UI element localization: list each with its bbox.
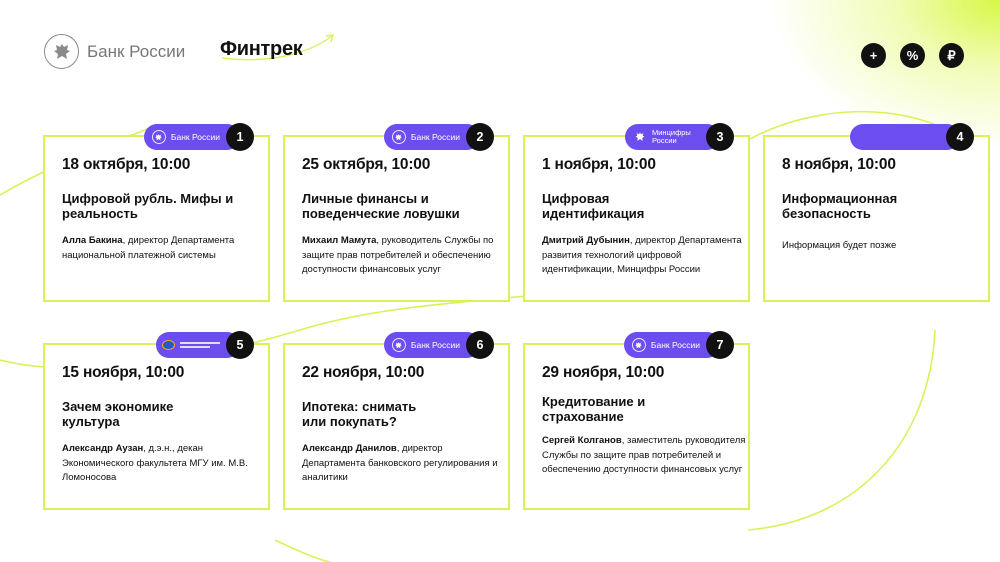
speaker-name: Алла Бакина: [62, 235, 123, 246]
event-card[interactable]: [283, 130, 510, 302]
eagle-emblem-icon: [152, 130, 166, 144]
event-date: 1 ноября, 10:00: [542, 156, 656, 173]
bank-name: Банк России: [87, 41, 186, 61]
event-title: Цифровая идентификация: [542, 191, 645, 221]
event-speaker: [302, 234, 507, 278]
event-badge: [384, 123, 494, 151]
speaker-position: , директор Департамента развития технологий цифровой идентификации, Минцифры России: [542, 235, 742, 275]
event-badge: [625, 123, 734, 151]
eagle-emblem-icon: [632, 338, 646, 352]
organizer-pill: [850, 124, 960, 150]
event-badge: [850, 123, 974, 151]
organizer-name: Минцифры России: [652, 128, 691, 145]
event-title: Зачем экономике культура: [62, 399, 174, 429]
event-title: Личные финансы и поведенческие ловушки: [302, 191, 460, 221]
event-number: 3: [706, 123, 734, 151]
eagle-emblem-icon: [392, 338, 406, 352]
fintech-logo[interactable]: [220, 38, 303, 61]
event-title: Цифровой рубль. Мифы и реальность: [62, 191, 234, 221]
event-card[interactable]: [523, 128, 750, 302]
eagle-emblem-icon: [392, 130, 406, 144]
fintech-name: Финтрек: [220, 38, 303, 60]
event-date: 18 октября, 10:00: [62, 156, 191, 173]
event-speaker: [62, 442, 267, 486]
event-number: 5: [226, 331, 254, 359]
speaker-position: , д.э.н., декан Экономического факультета МГУ им. М.В. Ломоносова: [62, 443, 248, 483]
event-number: 4: [946, 123, 974, 151]
organizer-name: Банк России: [410, 340, 460, 350]
organizer-name: Банк России: [410, 132, 460, 142]
event-date: 22 ноября, 10:00: [302, 364, 425, 381]
event-card[interactable]: [763, 130, 990, 302]
plus-icon[interactable]: +: [861, 43, 886, 68]
speaker-name: Александр Данилов: [302, 443, 397, 454]
event-card[interactable]: [43, 338, 270, 510]
organizer-name: [180, 342, 220, 348]
university-logo-icon: [162, 340, 175, 350]
event-badge: [156, 331, 254, 359]
event-badge: [624, 331, 734, 359]
speaker-position: , директор Департамента национальной платежной системы: [62, 235, 235, 261]
event-badge: [384, 331, 494, 359]
event-title: Ипотека: снимать или покупать?: [302, 399, 417, 429]
event-speaker: [62, 234, 267, 263]
header: [0, 0, 1000, 110]
event-date: 29 ноября, 10:00: [542, 364, 665, 381]
eagle-emblem-icon: [633, 130, 647, 144]
event-title: Кредитование и страхование: [542, 394, 646, 424]
percent-icon[interactable]: %: [900, 43, 925, 68]
event-badge: [144, 123, 254, 151]
event-speaker: [782, 239, 987, 254]
event-speaker: [542, 434, 747, 478]
event-card[interactable]: [523, 338, 750, 510]
header-actions: [861, 43, 964, 68]
event-title: Информационная безопасность: [782, 191, 898, 221]
event-date: 15 ноября, 10:00: [62, 364, 185, 381]
event-date: 25 октября, 10:00: [302, 156, 431, 173]
speaker-position: , директор Департамента банковского регулирования и аналитики: [302, 443, 498, 483]
speaker-position: Информация будет позже: [782, 240, 897, 251]
event-card[interactable]: [283, 338, 510, 510]
event-number: 7: [706, 331, 734, 359]
event-date: 8 ноября, 10:00: [782, 156, 896, 173]
speaker-name: Дмитрий Дубынин: [542, 235, 630, 246]
speaker-name: Михаил Мамута: [302, 235, 377, 246]
organizer-name: Банк России: [650, 340, 700, 350]
event-number: 6: [466, 331, 494, 359]
eagle-emblem-icon: [44, 34, 79, 69]
speaker-position: , руководитель Службы по защите прав потребителей и обеспечению доступности финансовых услуг: [302, 235, 494, 275]
speaker-position: , заместитель руководителя Службы по защите прав потребителей и обеспечению доступности финансовых услуг: [542, 435, 746, 475]
event-speaker: [542, 234, 747, 278]
organizer-name: Банк России: [170, 132, 220, 142]
bank-logo[interactable]: [44, 34, 185, 69]
ruble-icon[interactable]: ₽: [939, 43, 964, 68]
event-number: 2: [466, 123, 494, 151]
event-speaker: [302, 442, 507, 486]
event-number: 1: [226, 123, 254, 151]
speaker-name: Сергей Колганов: [542, 435, 622, 446]
speaker-name: Александр Аузан: [62, 443, 144, 454]
event-card[interactable]: [43, 130, 270, 302]
